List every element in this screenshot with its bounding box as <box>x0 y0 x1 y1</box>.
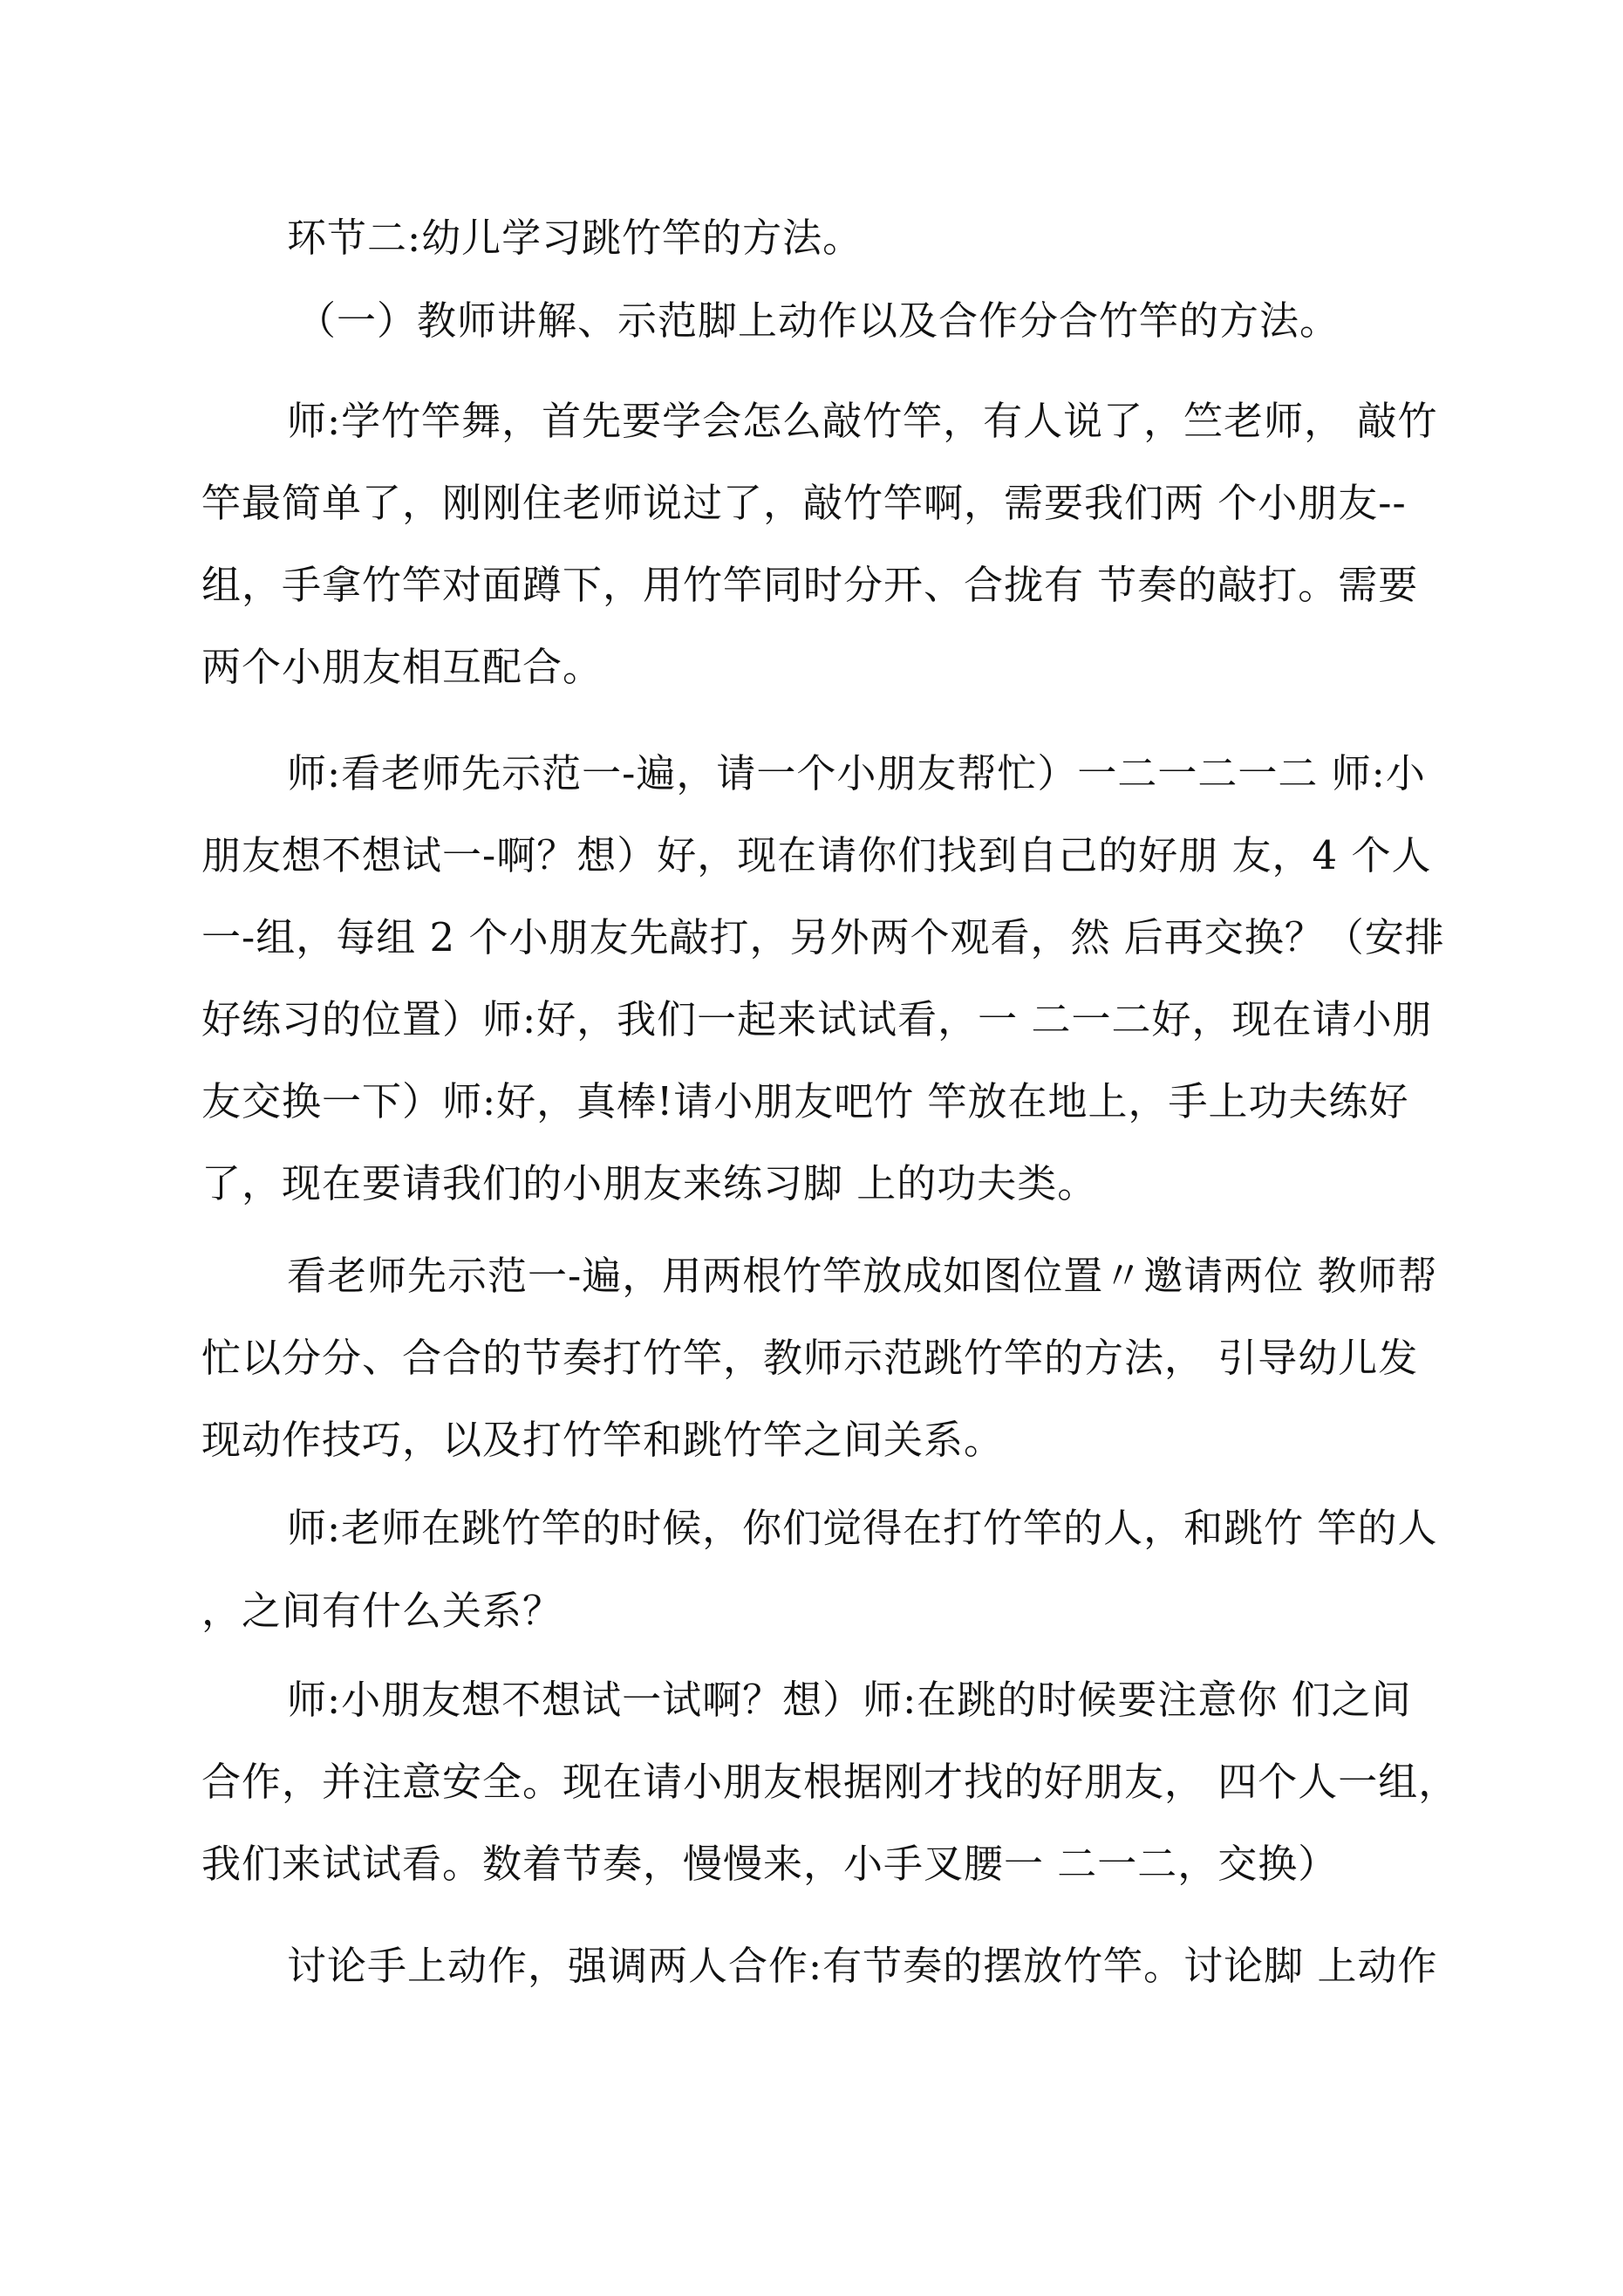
paragraph-line: 师:看老师先示范一-遍，请一个小朋友帮忙）一二一二一二 师:小 <box>287 750 1426 796</box>
paragraph-line: 忙以分分、合合的节奏打竹竿，教师示范跳竹竿的方法， 引导幼儿发 <box>201 1335 1419 1381</box>
paragraph-line: 竿最简单了，刚刚住老师说过了，敲竹竿啊，需要我们两 个小朋友-- <box>201 480 1407 526</box>
paragraph-line: 合作，并注意安全。现在请小朋友根据刚才找的好朋友， 四个人一组， <box>201 1759 1459 1805</box>
paragraph-line: 友交换一下）师:好，真棒!请小朋友吧竹 竿放在地上，手上功夫练好 <box>201 1078 1409 1124</box>
paragraph-line: 好练习的位置）师:好，我们一起来试试看，一 二一二好，现在请小朋 <box>201 996 1433 1042</box>
paragraph-line: ，之间有什么关系？ <box>201 1588 563 1634</box>
paragraph-line: 师:小朋友想不想试一试啊？想）师:在跳的时候要注意你 们之间 <box>287 1677 1412 1723</box>
paragraph-line: 组，手拿竹竿对面蹲下，用竹竿同时分开、合拢有 节奏的敲打。需要 <box>201 562 1419 608</box>
paragraph-line: 环节二:幼儿学习跳竹竿的方法。 <box>287 215 863 261</box>
paragraph-line: 讨论手上动作，强调两人合作:有节奏的摆放竹竿。讨论脚 上动作 <box>287 1943 1438 1989</box>
paragraph-line: 朋友想不想试一-啊？想）好，现在请你们找到自己的好朋 友，4 个人 <box>201 832 1432 878</box>
paragraph-line: 看老师先示范一-遍，用两根竹竿放成如图位置〃邀请两位 教师帮 <box>287 1253 1438 1299</box>
paragraph-line: 师:老师在跳竹竿的时候，你们觉得在打竹竿的人，和跳竹 竿的人 <box>287 1505 1438 1551</box>
paragraph-line: 现动作技巧，以及打竹竿和跳竹竿之间关系。 <box>201 1417 1005 1463</box>
paragraph-line: 师:学竹竿舞，首先要学会怎么敲竹竿，有人说了，竺老师， 敲竹 <box>287 398 1438 444</box>
paragraph-line: 一-组，每组 2 个小朋友先敲打，另外两个观看，然 后再交换？（安排 <box>201 914 1445 960</box>
paragraph-line: 两个小朋友相互配合。 <box>201 644 604 690</box>
paragraph-line: 我们来试试看。数着节奏，慢慢来，小手叉腰一 二一二，交换） <box>201 1841 1339 1887</box>
paragraph-line: 了，现在要请我们的小朋友来练习脚 上的功夫类。 <box>201 1160 1098 1206</box>
paragraph-line: （一）教师讲解、示范脚上动作以及合作分合竹竿的方法。 <box>297 297 1340 344</box>
